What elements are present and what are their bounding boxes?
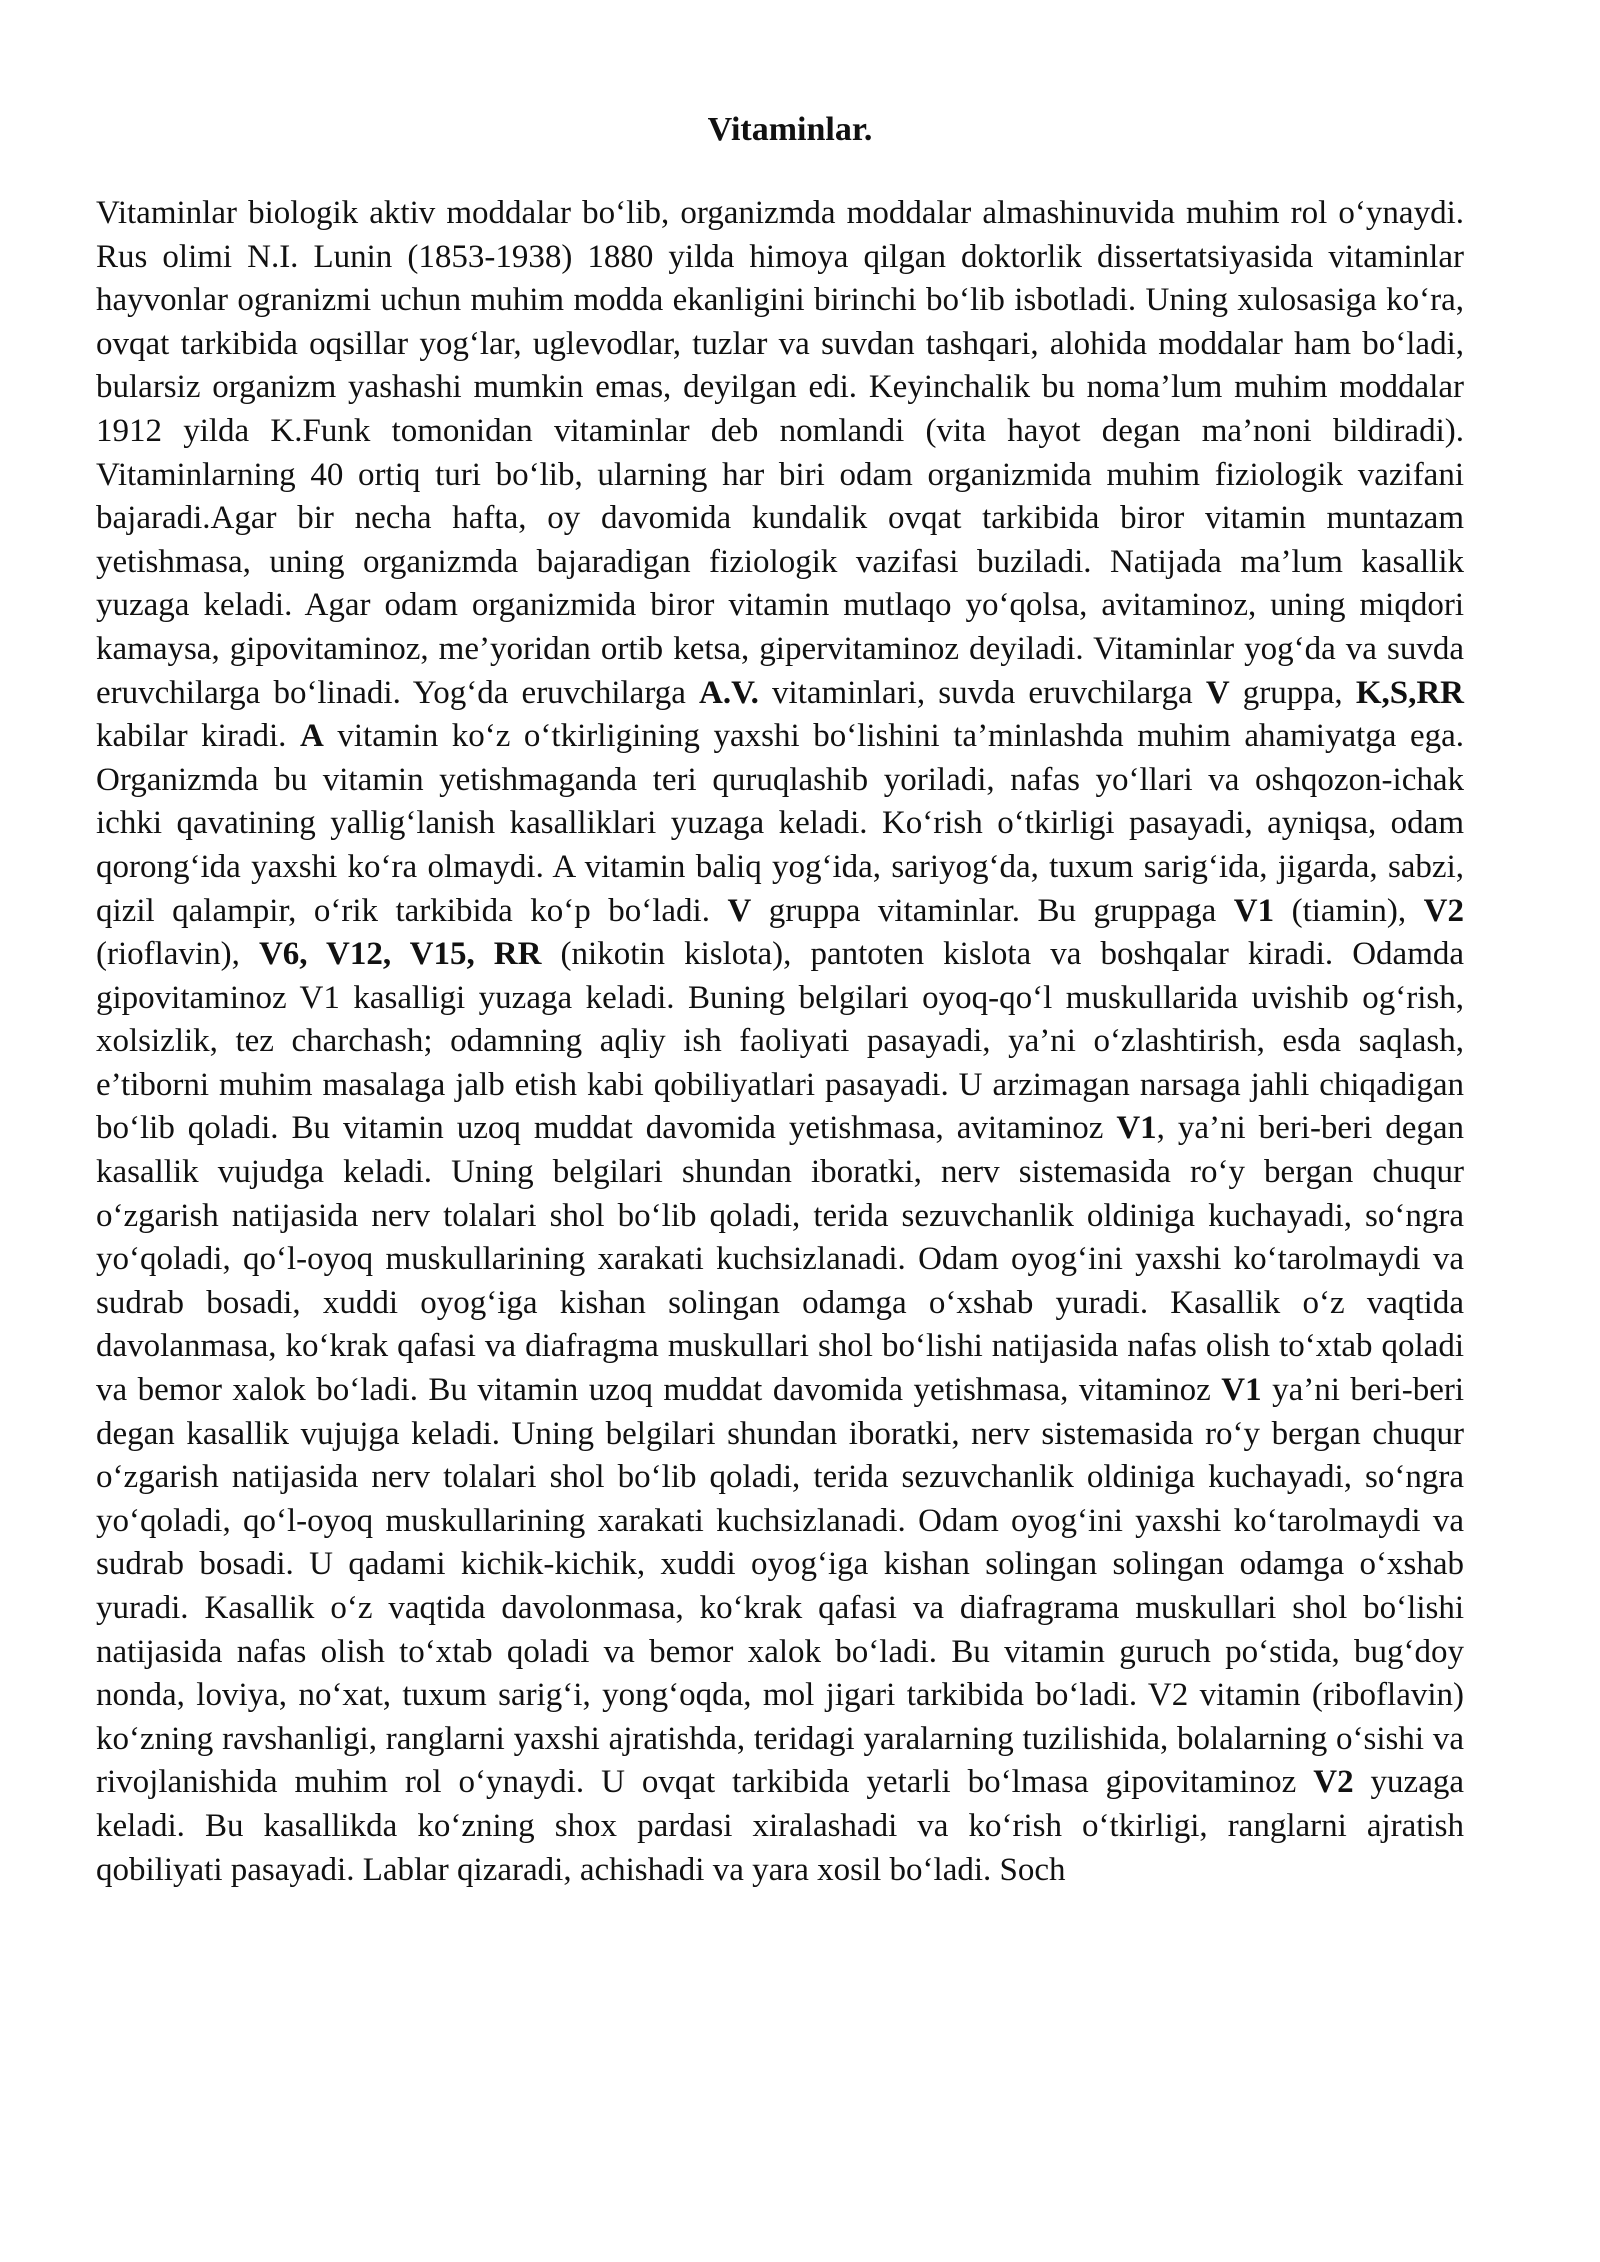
bold-term: V1 [1221,1372,1262,1409]
text-run: (tiamin), [1274,892,1424,929]
text-run: vitamin ko‘z o‘tkirligining yaxshi bo‘lishini ta’minlashda muhim ahamiyatga ega. Organizmda bu vitamin yetishmaganda teri quruqlashib yoriladi, nafas yo‘llari va oshqozon-ichak ichki qavatining yallig‘lanish kasalliklari yuzaga keladi. Ko‘rish o‘tkirligi pasayadi, ayniqsa, odam qorong‘ida yaxshi ko‘ra olmaydi. A vitamin baliq yog‘ida, sariyog‘da, tuxum sarig‘ida, jigarda, sabzi, qizil qalampir, o‘rik tarkibida ko‘p bo‘ladi. [96,718,1465,929]
document-title: Vitaminlar. [707,111,873,148]
bold-term: V1 [1116,1110,1157,1147]
bold-term: V [1205,674,1230,711]
bold-term: V2 [1423,892,1464,929]
text-run: ya’ni beri-beri degan kasallik vujujga keladi. Uning belgilari shundan iboratki, nerv sistemasida ro‘y bergan chuqur o‘zgarish natijasida nerv tolalari shol bo‘lib qoladi, terida sezuvchanlik oldiniga kuchayadi, so‘ngra yo‘qoladi, qo‘l-oyoq muskullarining xarakati kuchsizlanadi. Odam oyog‘ini yaxshi ko‘tarolmaydi va sudrab bosadi. U qadami kichik-kichik, xuddi oyog‘iga kishan solingan solingan odamga o‘xshab yuradi. Kasallik o‘z vaqtida davolonmasa, ko‘krak qafasi va diafragrama muskullari shol bo‘lishi natijasida nafas olish to‘xtab qoladi va bemor xalok bo‘ladi. Bu vitamin guruch po‘stida, bug‘doy nonda, loviya, no‘xat, tuxum sarig‘i, yong‘oqda, mol jigari tarkibida bo‘ladi. V2 vitamin (riboflavin) ko‘zning ravshanligi, ranglarni yaxshi ajratishda, teridagi yaralarning tuzilishida, bolalarning o‘sishi va rivojlanishida muhim rol o‘ynaydi. U ovqat tarkibida yetarli bo‘lmasa gipovitaminoz [96,1372,1464,1801]
bold-term: V [727,892,752,929]
text-run: gruppa vitaminlar. Bu gruppaga [751,892,1234,929]
bold-term: A [299,718,324,755]
body-paragraph [96,192,1464,1892]
bold-term: V2 [1313,1764,1354,1801]
text-run: (nikotin kislota), pantoten kislota va boshqalar kiradi. Odamda gipovitaminoz V1 kasalligi yuzaga keladi. Buning belgilari oyoq-qo‘l muskullarida uvishib og‘rish, xolsizlik, tez charchash; odamning aqliy ish faoliyati pasayadi, ya’ni o‘zlashtirish, esda saqlash, e’tiborni muhim masalaga jalb etish kabi qobiliyatlari pasayadi. U arzimagan narsaga jahli chiqadigan bo‘lib qoladi. Bu vitamin uzoq muddat davomida yetishmasa, avitaminoz [96,936,1465,1147]
text-run: gruppa, [1229,674,1356,711]
text-run: (rioflavin), [96,936,259,973]
text-run: kabilar kiradi. [96,718,300,755]
bold-term: K,S,RR [1355,674,1465,711]
document-page [96,110,1464,1892]
bold-term: V6, V12, V15, RR [258,936,542,973]
bold-term: A.V. [699,674,759,711]
text-run: Vitaminlar biologik aktiv moddalar bo‘lib, organizmda moddalar almashinuvida muhim rol o‘ynaydi. Rus olimi N.I. Lunin (1853-1938) 1880 yilda himoya qilgan doktorlik dissertatsiyasida vitaminlar hayvonlar ogranizmi uchun muhim modda ekanligini birinchi bo‘lib isbotladi. Uning xulosasiga ko‘ra, ovqat tarkibida oqsillar yog‘lar, uglevodlar, tuzlar va suvdan tashqari, alohida moddalar ham bo‘ladi, bularsiz organizm yashashi mumkin emas, deyilgan edi. Keyinchalik bu noma’lum muhim moddalar 1912 yilda K.Funk tomonidan vitaminlar deb nomlandi (vita hayot degan ma’noni bildiradi). Vitaminlarning 40 ortiq turi bo‘lib, ularning har biri odam organizmida muhim fiziologik vazifani bajaradi.Agar bir necha hafta, oy davomida kundalik ovqat tarkibida biror vitamin muntazam yetishmasa, uning organizmda bajaradigan fiziologik vazifasi buziladi. Natijada ma’lum kasallik yuzaga keladi. Agar odam organizmida biror vitamin mutlaqo yo‘qolsa, avitaminoz, uning miqdori kamaysa, gipovitaminoz, me’yoridan ortib ketsa, gipervitaminoz deyiladi. Vitaminlar yog‘da va suvda eruvchilarga bo‘linadi. Yog‘da eruvchilarga [96,195,1464,711]
text-run: , ya’ni beri-beri degan kasallik vujudga keladi. Uning belgilari shundan iboratki, nerv sistemasida ro‘y bergan chuqur o‘zgarish natijasida nerv tolalari shol bo‘lib qoladi, terida sezuvchanlik oldiniga kuchayadi, so‘ngra yo‘qoladi, qo‘l-oyoq muskullarining xarakati kuchsizlanadi. Odam oyog‘ini yaxshi ko‘tarolmaydi va sudrab bosadi, xuddi oyog‘iga kishan solingan odamga o‘xshab yuradi. Kasallik o‘z vaqtida davolanmasa, ko‘krak qafasi va diafragma muskullari shol bo‘lishi natijasida nafas olish to‘xtab qoladi va bemor xalok bo‘ladi. Bu vitamin uzoq muddat davomida yetishmasa, vitaminoz [96,1110,1464,1409]
text-run: yuzaga keladi. Bu kasallikda ko‘zning shox pardasi xiralashadi va ko‘rish o‘tkirligi, ranglarni ajratish qobiliyati pasayadi. Lablar qizaradi, achishadi va yara xosil bo‘ladi. Soch [96,1764,1464,1888]
bold-term: V1 [1233,892,1275,929]
text-run: vitaminlari, suvda eruvchilarga [758,674,1206,711]
